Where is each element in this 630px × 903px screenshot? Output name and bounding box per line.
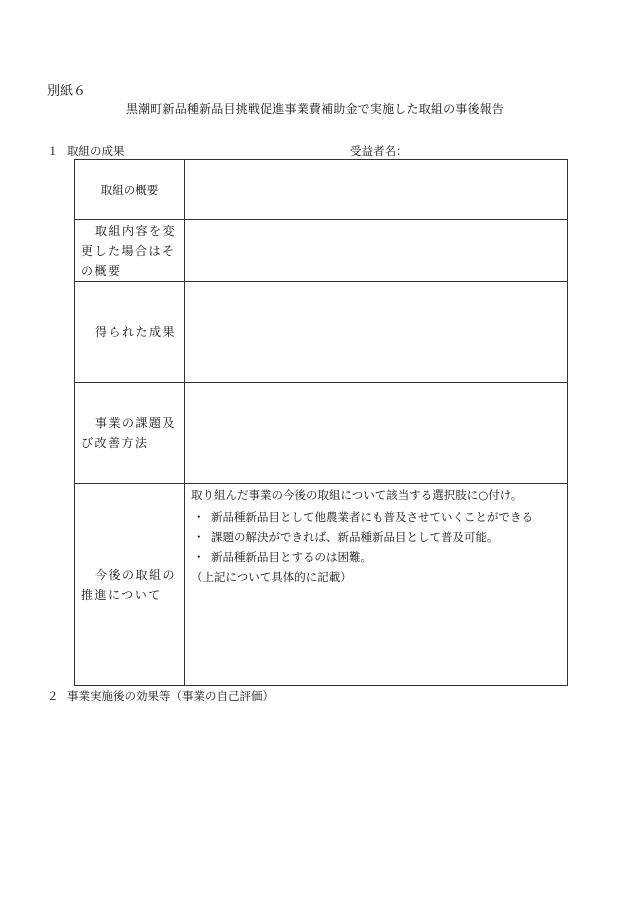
label-cell-future — [75, 484, 185, 686]
document-title: 黒潮町新品種新品目挑戦促進事業費補助金で実施した取組の事後報告 — [125, 102, 505, 116]
row-summary — [75, 160, 568, 220]
section-1-label: 取組の成果 — [67, 144, 125, 158]
section-2-number: ２ — [47, 689, 59, 703]
row-label-summary: 取組の概要 — [100, 182, 159, 197]
row-label-results: 得られた成果 — [95, 325, 177, 339]
label-cell-changes — [75, 220, 185, 282]
future-option[interactable] — [185, 527, 567, 547]
future-field[interactable] — [185, 484, 568, 686]
future-option[interactable] — [185, 507, 567, 527]
bullet-icon: ・ — [193, 530, 205, 544]
results-field[interactable] — [185, 282, 568, 383]
future-option-text: 新品種新品目とするのは困難。 — [211, 550, 372, 564]
future-instruction: 取り組んだ事業の今後の取組について該当する選択肢に○付け。 — [191, 488, 523, 502]
row-label-future: 今後の取組の推進について — [81, 567, 177, 602]
section-1-heading — [47, 143, 125, 159]
report-table — [74, 159, 568, 686]
row-changes — [75, 220, 568, 282]
future-note: （上記について具体的に記載） — [191, 570, 352, 584]
row-issues — [75, 383, 568, 484]
section-1-number: １ — [47, 144, 59, 158]
label-cell-results — [75, 282, 185, 383]
changes-field[interactable] — [185, 220, 568, 282]
row-label-changes: 取組内容を変更した場合はその概要 — [81, 223, 177, 278]
recipient-label: 受益者名： — [350, 144, 408, 158]
summary-field[interactable] — [185, 160, 568, 220]
row-label-issues: 事業の課題及び改善方法 — [81, 416, 177, 450]
bullet-icon: ・ — [193, 550, 205, 564]
label-cell-issues — [75, 383, 185, 484]
future-option-text: 新品種新品目として他農業者にも普及させていくことができる — [211, 510, 533, 524]
bullet-icon: ・ — [193, 510, 205, 524]
section-2-label: 事業実施後の効果等（事業の自己評価） — [67, 689, 274, 703]
row-results — [75, 282, 568, 383]
row-future — [75, 484, 568, 686]
section-2-heading — [47, 688, 274, 704]
issues-field[interactable] — [185, 383, 568, 484]
future-option-text: 課題の解決ができれば、新品種新品目として普及可能。 — [211, 530, 499, 544]
form-number: 別紙６ — [47, 84, 87, 99]
future-options-list — [185, 507, 567, 567]
future-option[interactable] — [185, 547, 567, 567]
label-cell-summary — [75, 160, 185, 220]
